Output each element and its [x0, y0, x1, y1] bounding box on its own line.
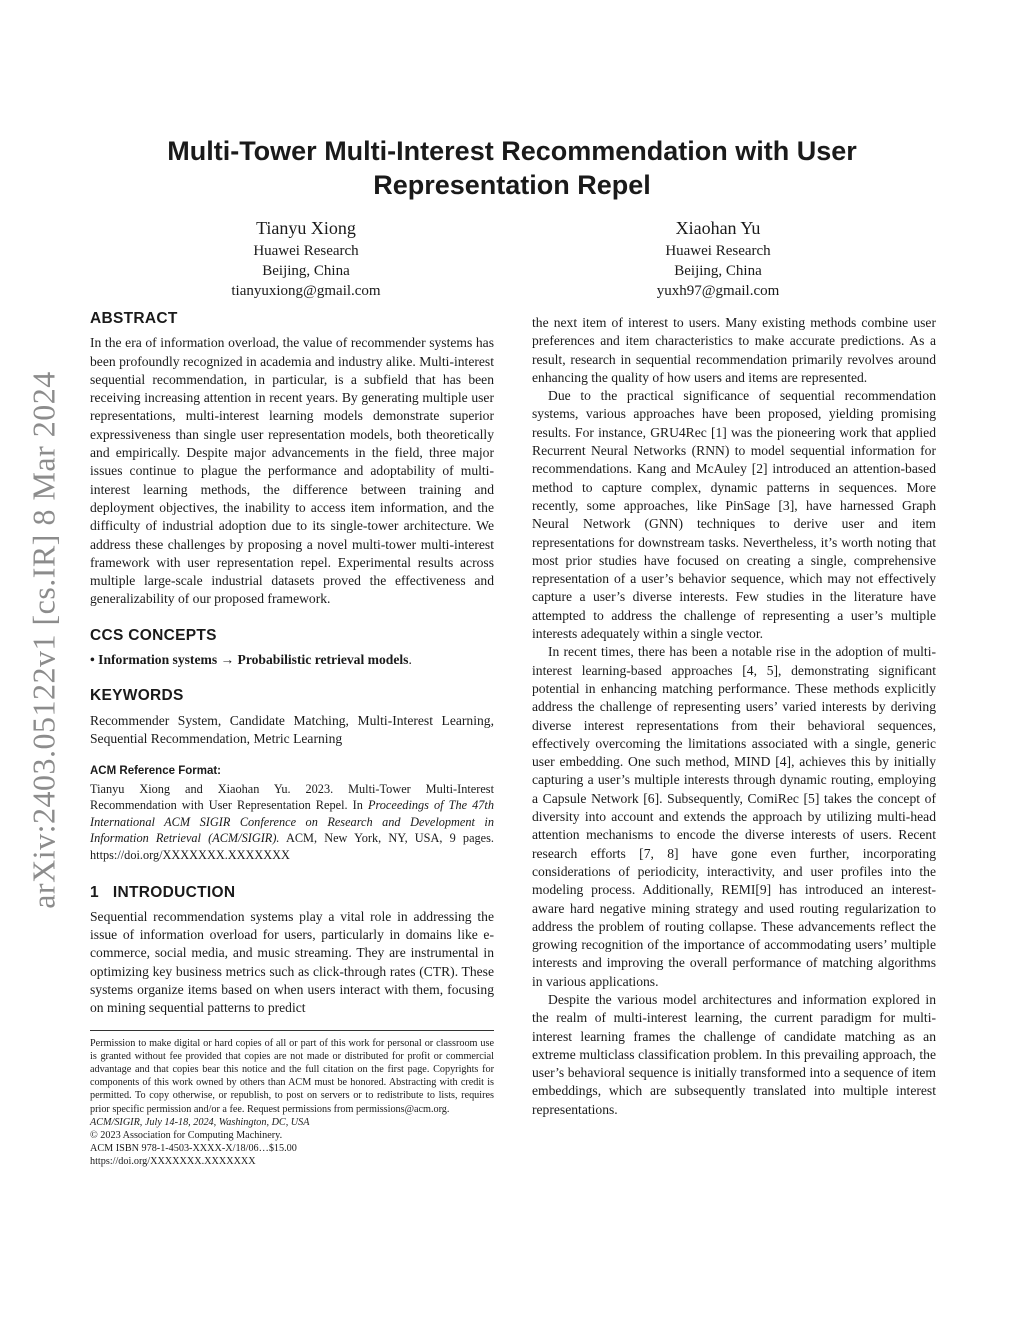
author-location: Beijing, China: [674, 263, 762, 279]
author-name: Xiaohan Yu: [675, 218, 761, 238]
ccs-period: .: [408, 652, 412, 668]
ccs-concept-line: [90, 651, 494, 669]
conference-line: ACM/SIGIR, July 14-18, 2024, Washington, DC, USA: [90, 1116, 310, 1128]
intro-paragraph-1-start: Sequential recommendation systems play a vital role in addressing the issue of information overload for users, particularly in domains like e-commerce, social media, and music streaming. They are instrumental in optimizing key business metrics such as click-through rates (CTR). These systems organize items based on when users interact with them, focusing on mining sequential patterns to predict: [90, 908, 494, 1016]
abstract-heading: ABSTRACT: [90, 310, 178, 327]
keywords-heading: KEYWORDS: [90, 687, 184, 705]
section-number: 1: [90, 883, 99, 901]
doi-line: https://doi.org/XXXXXXX.XXXXXXX: [90, 1156, 256, 1168]
intro-paragraph-2: Due to the practical significance of sequential recommendation systems, various approaches have been proposed, yielding promising results. For instance, GRU4Rec [1] was the pioneering work that applied Recurrent Neural Networks (RNN) to model sequential information for recommendations. Kang and McAuley [2] introduced an attention-based method to capture complex, dynamic patterns in sequences. More recently, some approaches, like PinSage [3], have harnessed Graph Neural Network (GNN) techniques to derive user and item representations for downstream tasks. Nevertheless, it’s worth noting that most prior studies have focused on creating a single, comprehensive representation of a user’s behavior sequence, which may not effectively capture a user’s diverse interests. Few studies in the literature have attempted to address the challenge of representing a user’s multiple interests adequately within a single vector.: [532, 388, 936, 642]
ccs-heading: CCS CONCEPTS: [90, 626, 217, 644]
acm-reference-text: [90, 781, 494, 864]
author-email: tianyuxiong@gmail.com: [231, 283, 381, 299]
author-block: [568, 215, 868, 301]
copyright-line: © 2023 Association for Computing Machinery.: [90, 1130, 283, 1141]
author-name: Tianyu Xiong: [256, 218, 356, 238]
left-column: [90, 310, 494, 1169]
acm-reference-part2: ACM, New York, NY, USA, 9 pages. https://doi.org/XXXXXXX.XXXXXXX: [90, 831, 494, 862]
section-title: INTRODUCTION: [112, 883, 236, 901]
ccs-category: Information systems: [98, 652, 218, 668]
intro-paragraph-3: In recent times, there has been a notable rise in the adoption of multi-interest learning-based approaches [4, 5], demonstrating significant potential in enhancing matching performance. These methods explicitly address the challenge of representing users’ varied interests by deriving diverse interest representations from their behavioral sequences, effectively overcoming the limitations associated with a single, generic user embedding. One such method, MIND [4], achieves this by initially capturing a user’s multiple interests through dynamic routing, employing a Capsule Network [6]. Subsequently, ComiRec [5] takes the concept of diversity into account and extends the approach by utilizing multi-head attention mechanisms to encode the diverse interests of users. Recent research efforts [7, 8] have gone even further, incorporating considerations of periodicity, interactivity, and user profiles into the modeling process. Additionally, REMI[9] has introduced an interest-aware hard negative mining strategy and used routing regularization to address the problem of routing collapse. These advancements reflect the growing recognition of the importance of accommodating users’ multiple interests and improving the overall performance of matching algorithms in various applications.: [532, 644, 936, 989]
author-block: [156, 215, 456, 301]
ccs-bullet: •: [90, 652, 95, 668]
right-column: [532, 314, 936, 1119]
abstract-text: In the era of information overload, the value of recommender systems has been profoundly recognized in academia and industry alike. Multi-interest sequential recommendation, in particular, is a subfield that has been receiving increasing attention in recent years. By generating multiple user representations, multi-interest learning models demonstrate superior expressiveness than single user representation models, both theoretically and empirically. Despite major advancements in the field, three major issues continue to plague the performance and adoptability of multi-interest learning methods, the difference between training and deployment objectives, the inability to access item information, and the difficulty of industrial adoption due to its single-tower architecture. We address these challenges by proposing a novel multi-tower multi-interest framework with user representation repel. Experimental results across multiple large-scale industrial datasets proved the effectiveness and generalizability of our proposed framework.: [90, 335, 494, 607]
acm-reference-part1: Tianyu Xiong and Xiaohan Yu. 2023. Multi-Tower Multi-Interest Recommendation with User Representation Repel. In: [90, 781, 494, 813]
keywords-text: Recommender System, Candidate Matching, Multi-Interest Learning, Sequential Recommendation, Metric Learning: [90, 712, 494, 746]
isbn-line: ACM ISBN 978-1-4503-XXXX-X/18/06…$15.00: [90, 1143, 297, 1155]
arxiv-sidebar-stamp: arXiv:2403.05122v1 [cs.IR] 8 Mar 2024: [25, 371, 62, 909]
author-location: Beijing, China: [262, 263, 350, 279]
ccs-concept: Probabilistic retrieval models: [237, 652, 409, 668]
ccs-arrow: →: [220, 652, 235, 668]
author-email: yuxh97@gmail.com: [656, 283, 780, 299]
permission-notice: Permission to make digital or hard copies of all or part of this work for personal or classroom use is granted without fee provided that copies are not made or distributed for profit or commercial advantage and that copies bear this notice and the full citation on the first page. Copyrights for components of this work owned by others than ACM must be honored. Abstracting with credit is permitted. To copy otherwise, or republish, to post on servers or to redistribute to lists, requires prior specific permission and/or a fee. Request permissions from permissions@acm.org.: [90, 1037, 494, 1115]
author-affiliation: Huawei Research: [665, 243, 771, 259]
acm-reference-heading: ACM Reference Format:: [90, 765, 221, 778]
author-affiliation: Huawei Research: [253, 243, 359, 259]
intro-paragraph-1-end: the next item of interest to users. Many existing methods combine user preferences and item characteristics to make accurate predictions. As a result, research in sequential recommendation primarily revolves around enhancing the quality of how users and items are represented.: [532, 315, 936, 385]
introduction-heading: [90, 884, 494, 902]
acm-reference-proceedings: Proceedings of The 47th International ACM SIGIR Conference on Research and Development in Information Retrieval (ACM/SIGIR).: [90, 798, 494, 846]
intro-paragraph-4: Despite the various model architectures and information explored in the realm of multi-interest learning, the current paradigm for multi-interest learning frames the challenge of candidate matching as an extreme multiclass classification problem. In this prevailing approach, the user’s behavioral sequence is initially transformed into a sequence of item embeddings, which are subsequently translated into multiple interest representations.: [532, 991, 936, 1117]
footnote-divider: [90, 1030, 494, 1031]
paper-title: Multi-Tower Multi-Interest Recommendation with User Representation Repel: [167, 136, 857, 200]
